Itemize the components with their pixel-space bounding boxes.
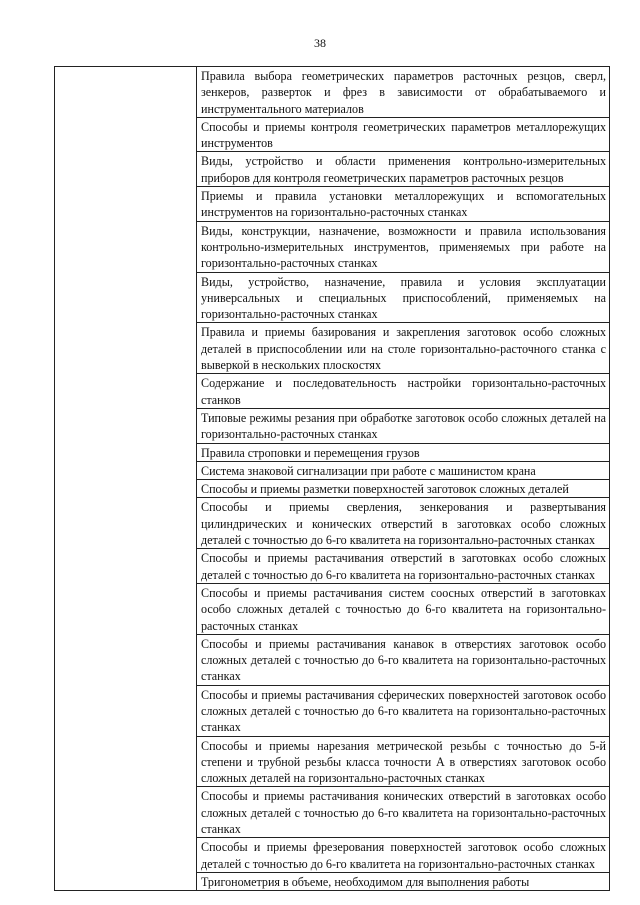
table-cell-text: Способы и приемы фрезерования поверхностей заготовок особо сложных деталей с точностью до 6-го квалитета на горизонтально-расточных станках — [197, 838, 610, 873]
table-cell-text: Способы и приемы растачивания систем соосных отверстий в заготовках особо сложных деталей с точностью до 6-го квалитета на горизонтально-расточных станках — [197, 583, 610, 634]
page-number: 38 — [314, 36, 326, 50]
table-cell-text: Виды, устройство и области применения контрольно-измерительных приборов для контроля геометрических параметров расточных резцов — [197, 152, 610, 187]
left-empty-cell — [55, 67, 197, 891]
requirements-table — [54, 66, 610, 891]
requirements-table-body — [55, 67, 610, 891]
table-cell-text: Способы и приемы растачивания канавок в отверстиях заготовок особо сложных деталей с точностью до 6-го квалитета на горизонтально-расточных станках — [197, 634, 610, 685]
table-cell-text: Правила строповки и перемещения грузов — [197, 443, 610, 461]
table-cell-text: Способы и приемы растачивания конических отверстий в заготовках особо сложных деталей с точностью до 6-го квалитета на горизонтально-расточных станках — [197, 787, 610, 838]
table-cell-text: Тригонометрия в объеме, необходимом для выполнения работы — [197, 872, 610, 890]
table-cell-text: Способы и приемы нарезания метрической резьбы с точностью до 5-й степени и трубной резьбы класса точности А в отверстиях заготовок особо сложных деталей на горизонтально-расточных станках — [197, 736, 610, 787]
table-cell-text: Способы и приемы разметки поверхностей заготовок сложных деталей — [197, 480, 610, 498]
table-cell-text: Способы и приемы растачивания сферических поверхностей заготовок особо сложных деталей с точностью до 6-го квалитета на горизонтально-расточных станках — [197, 685, 610, 736]
table-cell-text: Система знаковой сигнализации при работе с машинистом крана — [197, 461, 610, 479]
table-cell-text: Способы и приемы сверления, зенкерования и развертывания цилиндрических и конических отверстий в заготовках особо сложных деталей с точностью до 6-го квалитета на горизонтально-расточных станках — [197, 498, 610, 549]
table-cell-text: Способы и приемы растачивания отверстий в заготовках особо сложных деталей с точностью до 6-го квалитета на горизонтально-расточных станках — [197, 549, 610, 584]
table-cell-text: Способы и приемы контроля геометрических параметров металлорежущих инструментов — [197, 117, 610, 152]
table-row — [55, 67, 610, 118]
table-cell-text: Типовые режимы резания при обработке заготовок особо сложных деталей на горизонтально-расточных станках — [197, 408, 610, 443]
table-cell-text: Правила и приемы базирования и закрепления заготовок особо сложных деталей в приспособлении или на столе горизонтально-расточного станка с выверкой в нескольких плоскостях — [197, 323, 610, 374]
table-cell-text: Содержание и последовательность настройки горизонтально-расточных станков — [197, 374, 610, 409]
table-cell-text: Виды, устройство, назначение, правила и условия эксплуатации универсальных и специальных приспособлений, применяемых на горизонтально-расточных станках — [197, 272, 610, 323]
table-cell-text: Виды, конструкции, назначение, возможности и правила использования контрольно-измерительных инструментов, применяемых при работе на горизонтально-расточных станках — [197, 221, 610, 272]
table-cell-text: Правила выбора геометрических параметров расточных резцов, сверл, зенкеров, разверток и фрез в зависимости от обрабатываемого и инструментального материалов — [197, 67, 610, 118]
table-cell-text: Приемы и правила установки металлорежущих и вспомогательных инструментов на горизонтально-расточных станках — [197, 187, 610, 222]
